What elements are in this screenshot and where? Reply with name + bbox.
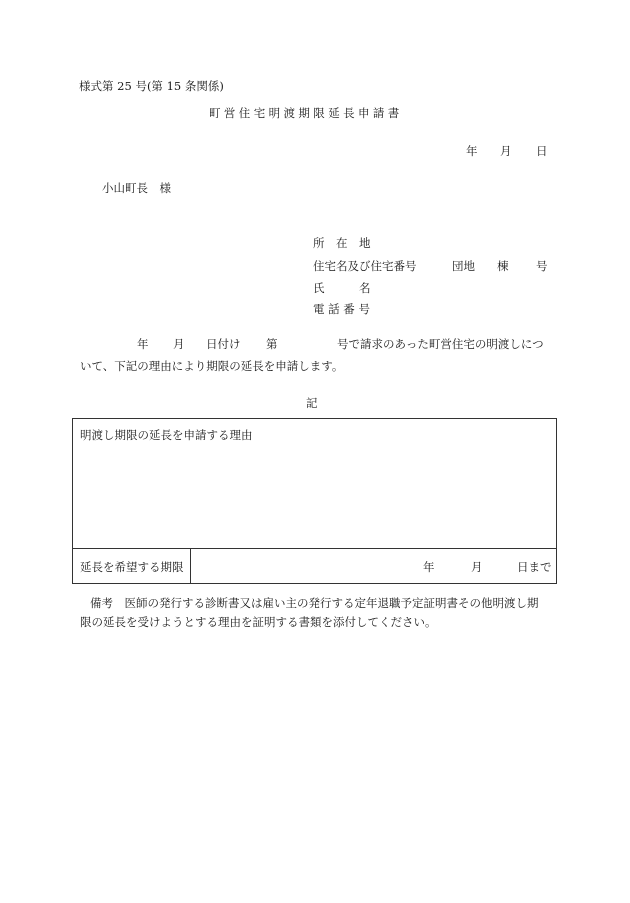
date-day: 日 bbox=[536, 144, 548, 158]
note-line-1: 備考 医師の発行する診断書又は雇い主の発行する定年退職予定証明書その他明渡し期 bbox=[90, 596, 539, 610]
address-label: 所 在 地 bbox=[313, 236, 371, 250]
form-number: 様式第 25 号(第 15 条関係) bbox=[79, 79, 224, 93]
period-month: 月 bbox=[471, 560, 483, 574]
reason-table bbox=[72, 418, 557, 584]
body-sentence-1: 号で請求のあった町営住宅の明渡しにつ bbox=[337, 337, 544, 351]
unit-number-label: 号 bbox=[536, 259, 548, 273]
body-dated: 日付け bbox=[206, 337, 241, 351]
period-label: 延長を希望する期限 bbox=[80, 560, 184, 574]
housing-label: 住宅名及び住宅番号 bbox=[313, 259, 417, 273]
document-title: 町営住宅明渡期限延長申請書 bbox=[209, 106, 403, 120]
period-year: 年 bbox=[423, 560, 435, 574]
table-column-divider bbox=[190, 548, 191, 583]
danchi-label: 団地 bbox=[452, 259, 475, 273]
ki-heading: 記 bbox=[306, 396, 318, 410]
period-day: 日まで bbox=[517, 560, 552, 574]
body-dai: 第 bbox=[266, 337, 278, 351]
name-label: 氏 名 bbox=[313, 281, 371, 295]
phone-label: 電 話 番 号 bbox=[313, 302, 370, 316]
body-sentence-2: いて、下記の理由により期限の延長を申請します。 bbox=[80, 359, 344, 373]
date-year: 年 bbox=[466, 144, 478, 158]
note-line-2: 限の延長を受けようとする理由を証明する書類を添付してください。 bbox=[80, 615, 437, 629]
addressee: 小山町長 様 bbox=[102, 181, 171, 195]
body-month: 月 bbox=[173, 337, 185, 351]
building-label: 棟 bbox=[497, 259, 509, 273]
reason-label: 明渡し期限の延長を申請する理由 bbox=[80, 428, 253, 442]
date-month: 月 bbox=[500, 144, 512, 158]
table-divider bbox=[73, 548, 556, 549]
body-year: 年 bbox=[137, 337, 149, 351]
